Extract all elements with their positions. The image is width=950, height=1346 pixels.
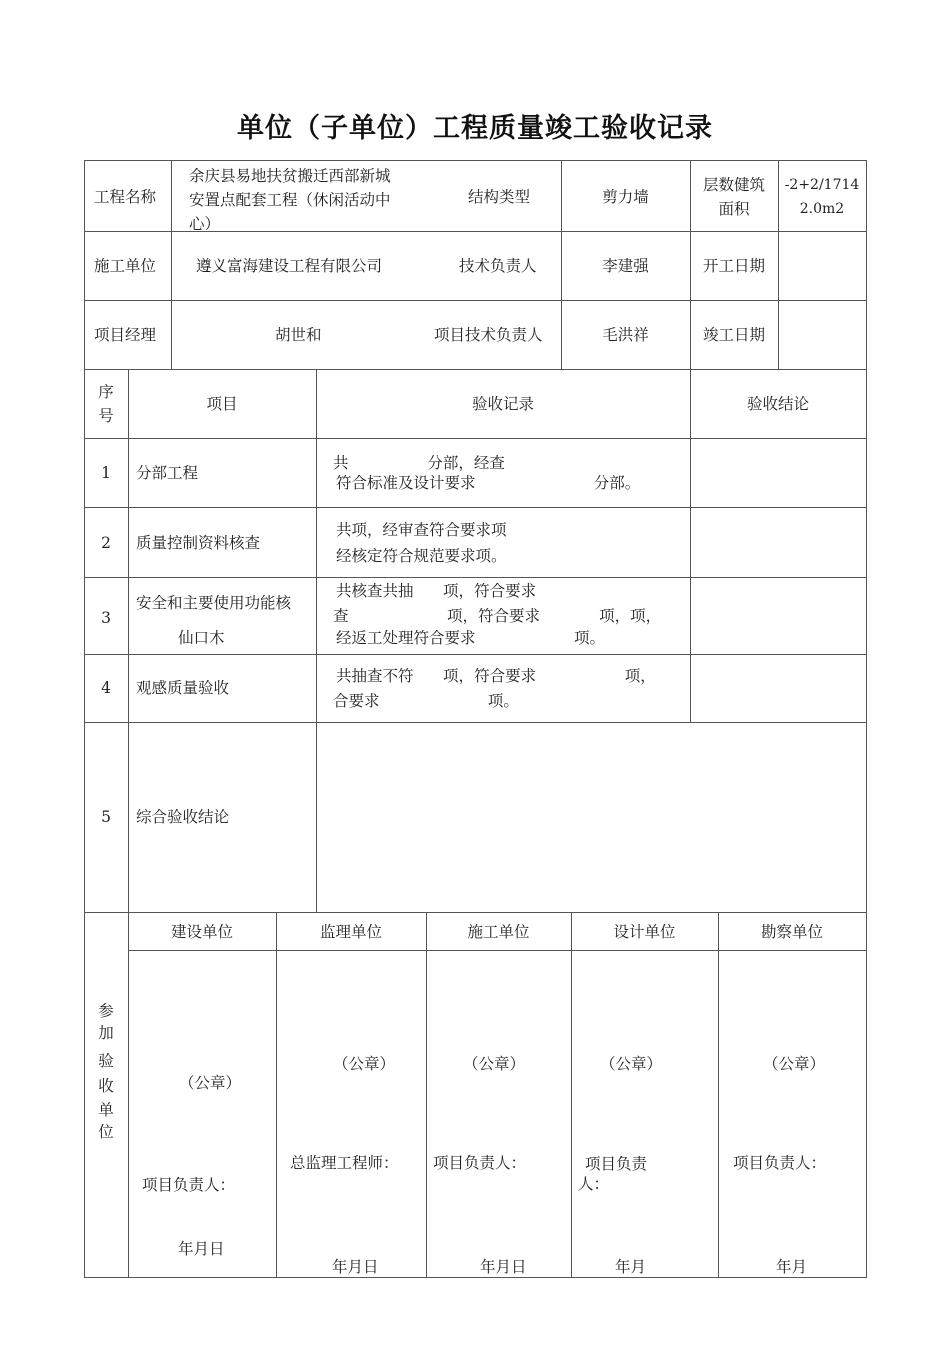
item-record-line-2: 经核定符合规范要求项。 — [336, 547, 507, 565]
unit-date: 年月日 — [178, 1240, 225, 1258]
item-record-line-2: 合要求 项。 — [333, 692, 519, 710]
item-record-line-1: 共 分部，经查 — [333, 454, 505, 472]
item-name: 分部工程 — [136, 464, 199, 482]
item-header: 项目 — [206, 395, 238, 413]
item-record-line-1: 共核查共抽 项，符合要求 — [336, 582, 537, 600]
floors-area-label-line-1: 层数健筑 — [702, 176, 765, 194]
unit-person: 项目负责人： — [433, 1154, 527, 1172]
item-record-line-2: 查 项，符合要求 项，项， — [333, 607, 662, 625]
item-no: 2 — [101, 534, 111, 552]
unit-name-survey: 勘察单位 — [760, 923, 823, 941]
unit-seal: （公章） — [463, 1055, 526, 1073]
contractor-value: 遵义富海建设工程有限公司 — [196, 257, 383, 275]
item-no: 3 — [101, 609, 111, 627]
structure-type-value: 剪力墙 — [602, 188, 649, 206]
item-name-line-2: 仙口木 — [178, 629, 225, 647]
unit-person: 项目负责人： — [142, 1176, 236, 1194]
unit-name-design: 设计单位 — [613, 923, 676, 941]
tech-lead-value: 李建强 — [602, 257, 649, 275]
floors-area-value-line-2: 2.0m2 — [799, 201, 845, 217]
floors-area-value-line-1: -2+2/1714 — [784, 177, 860, 193]
project-name-line-3: 心） — [189, 215, 221, 230]
structure-type-label: 结构类型 — [468, 188, 531, 206]
unit-date: 年月 — [776, 1258, 808, 1276]
project-tech-lead-value: 毛洪祥 — [602, 326, 649, 344]
seq-header-line-1: 序 — [98, 383, 114, 401]
item-record-line-2: 符合标准及设计要求 分部。 — [336, 474, 641, 492]
pm-value: 胡世和 — [275, 326, 322, 344]
project-name-line-1: 余庆县易地扶贫搬迁西部新城 — [189, 167, 391, 185]
unit-date: 年月 — [615, 1258, 647, 1276]
completion-date-label: 竣工日期 — [702, 326, 765, 344]
unit-seal: （公章） — [763, 1055, 826, 1073]
unit-seal: （公章） — [600, 1055, 663, 1073]
item-no: 4 — [101, 679, 111, 697]
tech-lead-label: 技术负责人 — [459, 257, 537, 275]
unit-name-supervision: 监理单位 — [319, 923, 382, 941]
unit-date: 年月日 — [480, 1258, 527, 1276]
item-name: 综合验收结论 — [136, 808, 230, 826]
item-record-line-1: 共抽查不符 项，符合要求 项， — [336, 667, 656, 685]
item-name-line-1: 安全和主要使用功能核 — [136, 594, 292, 612]
item-name: 观感质量验收 — [136, 679, 230, 697]
item-name: 质量控制资料核查 — [136, 534, 261, 552]
project-name-label: 工程名称 — [94, 188, 157, 206]
start-date-label: 开工日期 — [702, 257, 765, 275]
pm-label: 项目经理 — [94, 326, 157, 344]
unit-person-line-2: 人： — [578, 1175, 610, 1193]
item-record-line-1: 共项，经审查符合要求项 — [336, 521, 507, 539]
seq-header-line-2: 号 — [98, 407, 114, 425]
item-no: 5 — [101, 808, 111, 826]
unit-seal: （公章） — [179, 1074, 242, 1092]
project-name-line-2: 安置点配套工程（休闲活动中 — [189, 191, 391, 209]
unit-person-line-1: 项目负责 — [585, 1155, 648, 1173]
project-tech-lead-label: 项目技术负责人 — [434, 326, 543, 344]
unit-name-construction-owner: 建设单位 — [170, 923, 233, 941]
item-no: 1 — [101, 464, 111, 482]
record-header: 验收记录 — [471, 395, 534, 413]
conclusion-header: 验收结论 — [746, 395, 809, 413]
floors-area-label-line-2: 面积 — [718, 200, 750, 218]
item-record-line-3: 经返工处理符合要求 项。 — [336, 629, 606, 647]
unit-date: 年月日 — [332, 1258, 379, 1276]
page-title: 单位（子单位）工程质量竣工验收记录 — [237, 113, 713, 144]
unit-person: 总监理工程师： — [290, 1154, 399, 1172]
project-name-clip — [172, 212, 412, 230]
unit-seal: （公章） — [333, 1055, 396, 1073]
unit-name-contractor: 施工单位 — [467, 923, 530, 941]
unit-person: 项目负责人： — [733, 1154, 827, 1172]
contractor-label: 施工单位 — [94, 257, 157, 275]
